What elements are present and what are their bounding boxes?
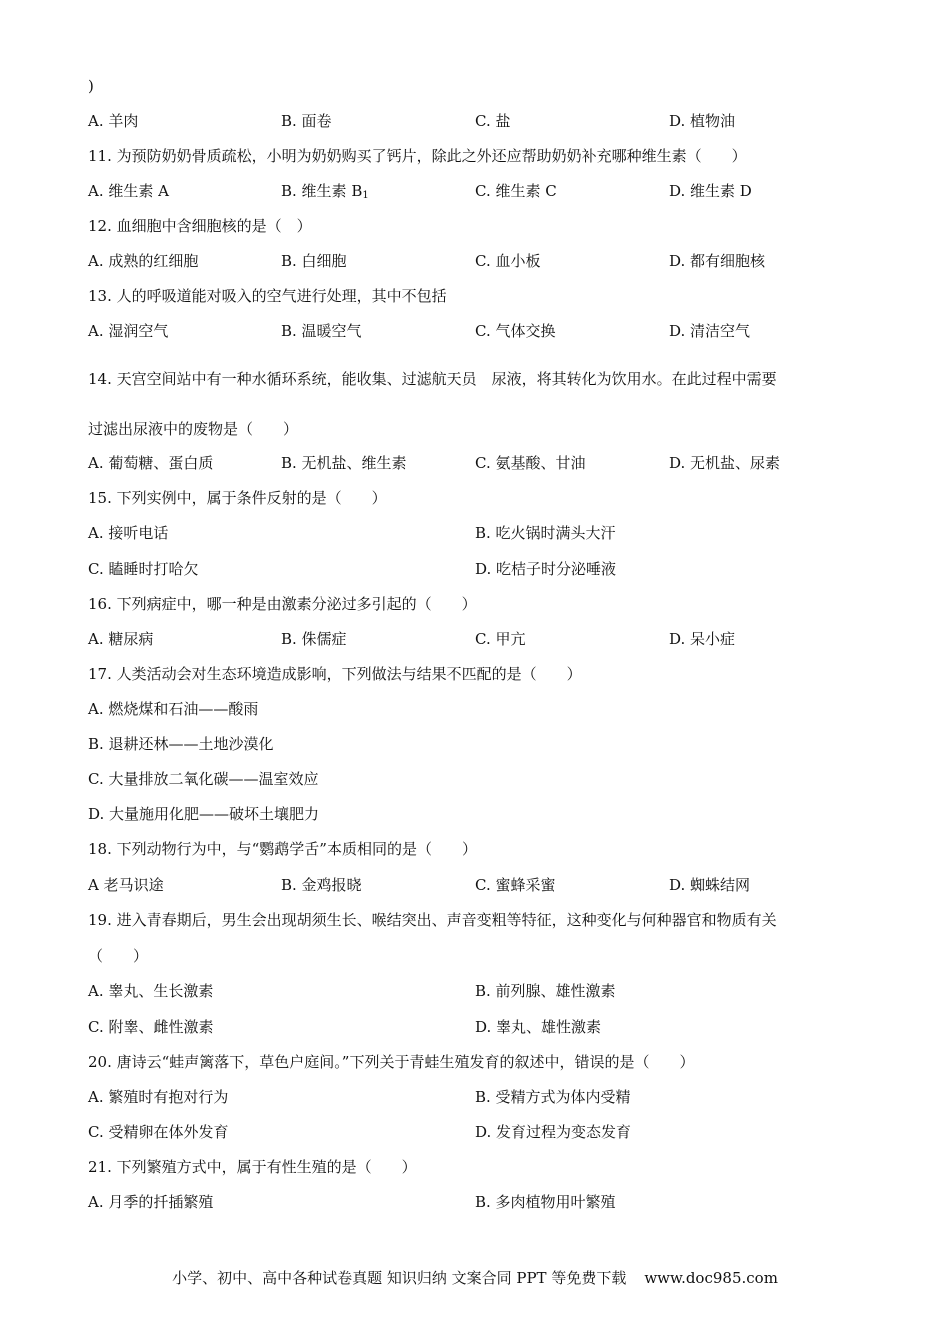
q14-stem-line2: 过滤出尿液中的废物是（ ） bbox=[88, 420, 299, 438]
q16-option-c: C. 甲亢 bbox=[475, 630, 526, 648]
q18-option-b: B. 金鸡报晓 bbox=[281, 876, 362, 894]
q20-option-a: A. 繁殖时有抱对行为 bbox=[88, 1088, 229, 1106]
q14-option-d: D. 无机盐、尿素 bbox=[669, 454, 781, 472]
q19-option-c: C. 附睾、雌性激素 bbox=[88, 1018, 214, 1036]
q13-option-b: B. 温暖空气 bbox=[281, 322, 362, 340]
q14-option-b: B. 无机盐、维生素 bbox=[281, 454, 407, 472]
q10-stem-tail: ) bbox=[88, 77, 94, 95]
q18-option-d: D. 蜘蛛结网 bbox=[669, 876, 751, 894]
q18-option-c: C. 蜜蜂采蜜 bbox=[475, 876, 556, 894]
q21-option-b: B. 多肉植物用叶繁殖 bbox=[475, 1193, 616, 1211]
q18-option-a: A 老马识途 bbox=[88, 876, 164, 894]
q19-option-b: B. 前列腺、雄性激素 bbox=[475, 982, 616, 1000]
q20-option-c: C. 受精卵在体外发育 bbox=[88, 1123, 229, 1141]
q16-option-b: B. 侏儒症 bbox=[281, 630, 347, 648]
q16-option-d: D. 呆小症 bbox=[669, 630, 736, 648]
footer-url[interactable]: www.doc985.com bbox=[644, 1269, 778, 1287]
q14-option-a: A. 葡萄糖、蛋白质 bbox=[88, 454, 214, 472]
q17-option-a: A. 燃烧煤和石油——酸雨 bbox=[88, 700, 259, 718]
q15-stem: 15. 下列实例中，属于条件反射的是（ ） bbox=[88, 489, 387, 507]
q21-option-a: A. 月季的扦插繁殖 bbox=[88, 1193, 214, 1211]
q19-stem-line2: （ ） bbox=[88, 947, 149, 965]
q15-option-a: A. 接听电话 bbox=[88, 524, 169, 542]
q16-option-a: A. 糖尿病 bbox=[88, 630, 154, 648]
q17-option-d: D. 大量施用化肥——破坏土壤肥力 bbox=[88, 805, 320, 823]
q10-option-d: D. 植物油 bbox=[669, 112, 736, 130]
q14-option-c: C. 氨基酸、甘油 bbox=[475, 454, 586, 472]
q11-option-a: A. 维生素 A bbox=[88, 182, 169, 200]
q11-option-b: B. 维生素 $B_1$ bbox=[281, 182, 369, 201]
q10-option-c: C. 盐 bbox=[475, 112, 511, 130]
q15-option-d: D. 吃桔子时分泌唾液 bbox=[475, 560, 617, 578]
q19-option-d: D. 睾丸、雄性激素 bbox=[475, 1018, 602, 1036]
q20-option-b: B. 受精方式为体内受精 bbox=[475, 1088, 631, 1106]
q17-stem: 17. 人类活动会对生态环境造成影响，下列做法与结果不匹配的是（ ） bbox=[88, 665, 582, 683]
q12-option-d: D. 都有细胞核 bbox=[669, 252, 766, 270]
q13-stem: 13. 人的呼吸道能对吸入的空气进行处理，其中不包括 bbox=[88, 287, 447, 305]
q12-option-a: A. 成熟的红细胞 bbox=[88, 252, 199, 270]
q15-option-b: B. 吃火锅时满头大汗 bbox=[475, 524, 616, 542]
q12-option-b: B. 白细胞 bbox=[281, 252, 347, 270]
q13-option-c: C. 气体交换 bbox=[475, 322, 556, 340]
q12-stem: 12. 血细胞中含细胞核的是（ ） bbox=[88, 217, 312, 235]
q18-stem: 18. 下列动物行为中，与“鹦鹉学舌”本质相同的是（ ） bbox=[88, 840, 477, 858]
q19-option-a: A. 睾丸、生长激素 bbox=[88, 982, 214, 1000]
q13-option-a: A. 湿润空气 bbox=[88, 322, 169, 340]
q10-option-b: B. 面卷 bbox=[281, 112, 332, 130]
q17-option-b: B. 退耕还林——土地沙漠化 bbox=[88, 735, 274, 753]
q10-option-a: A. 羊肉 bbox=[88, 112, 139, 130]
q12-option-c: C. 血小板 bbox=[475, 252, 541, 270]
q11-option-b-subscript: 1 bbox=[362, 190, 369, 201]
q19-stem-line1: 19. 进入青春期后，男生会出现胡须生长、喉结突出、声音变粗等特征，这种变化与何种器官和物质有关 bbox=[88, 911, 777, 929]
q21-stem: 21. 下列繁殖方式中，属于有性生殖的是（ ） bbox=[88, 1158, 417, 1176]
q13-option-d: D. 清洁空气 bbox=[669, 322, 751, 340]
q11-option-d: D. 维生素 D bbox=[669, 182, 752, 200]
q11-stem: 11. 为预防奶奶骨质疏松，小明为奶奶购买了钙片，除此之外还应帮助奶奶补充哪种维生素（ ） bbox=[88, 147, 747, 165]
footer-text: 小学、初中、高中各种试卷真题 知识归纳 文案合同 PPT 等免费下载 bbox=[172, 1269, 627, 1287]
q20-stem: 20. 唐诗云“蛙声篱落下，草色户庭间。”下列关于青蛙生殖发育的叙述中，错误的是（ ） bbox=[88, 1053, 695, 1071]
q17-option-c: C. 大量排放二氧化碳——温室效应 bbox=[88, 770, 319, 788]
q11-option-c: C. 维生素 C bbox=[475, 182, 557, 200]
q20-option-d: D. 发育过程为变态发育 bbox=[475, 1123, 632, 1141]
q14-stem-line1: 14. 天宫空间站中有一种水循环系统，能收集、过滤航天员 尿液，将其转化为饮用水。在此过程中需要 bbox=[88, 370, 777, 388]
q15-option-c: C. 瞌睡时打哈欠 bbox=[88, 560, 199, 578]
page-footer bbox=[0, 1267, 950, 1289]
q16-stem: 16. 下列病症中，哪一种是由激素分泌过多引起的（ ） bbox=[88, 595, 477, 613]
